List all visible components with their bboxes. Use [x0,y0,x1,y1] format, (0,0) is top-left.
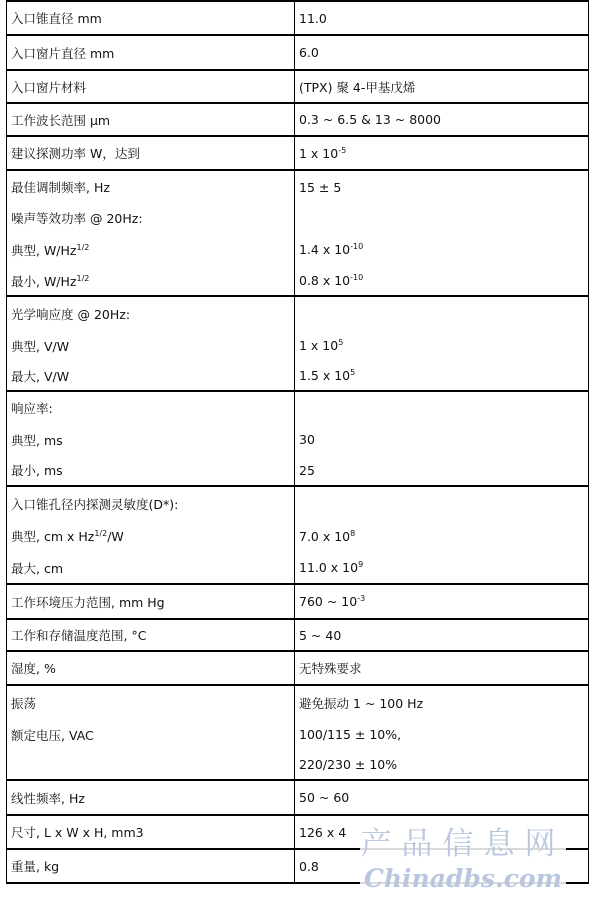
param-value: 1.4 x 10 [299,242,351,257]
table-row [7,750,589,780]
param-value: 0.8 x 10 [299,273,351,288]
param-value-cell [295,651,589,685]
param-name: 最佳调制频率, Hz [11,180,110,195]
param-name: 最小, W/Hz [11,273,77,289]
param-value: 0.3 ~ 6.5 & 13 ~ 8000 [299,112,442,127]
param-value: 11.0 [299,10,327,26]
param-name-exponent: 1/2 [94,529,108,538]
param-name-unit-tail: /W [107,529,124,544]
param-name: 最大, V/W [11,368,70,384]
table-row [7,424,589,455]
table-row [7,203,589,233]
param-name-cell [7,35,295,70]
param-name: 建议探测功率 W，达到 [11,146,140,161]
table-row [7,233,589,266]
param-value-cell [295,70,589,103]
table-row [7,552,589,584]
param-name-cell [7,486,295,520]
param-name-cell [7,136,295,170]
param-name: 工作环境压力范围, mm Hg [11,594,165,610]
param-name: 湿度, % [11,661,56,676]
param-name-cell [7,815,295,849]
table-row [7,780,589,815]
param-value-cell [295,330,589,361]
param-value-cell [295,203,589,233]
table-row [7,584,589,619]
table-row [7,103,589,136]
param-value: 50 ~ 60 [299,790,350,805]
param-name-cell [7,455,295,486]
param-name: 额定电压, VAC [11,727,94,743]
param-value-exponent: -5 [338,145,347,155]
param-value-cell [295,424,589,455]
param-value-cell [295,520,589,552]
param-value-exponent: -3 [357,594,366,603]
table-row [7,619,589,651]
param-value-cell [295,750,589,780]
param-value: (TPX) 聚 4-甲基戊烯 [299,79,416,95]
param-value: 避免振动 1 ~ 100 Hz [299,695,424,711]
table-row [7,486,589,520]
param-value-exponent: 5 [350,368,356,377]
param-name: 振荡 [11,695,37,711]
param-name-cell [7,361,295,391]
table-row [7,455,589,486]
param-value: 1.5 x 10 [299,368,351,383]
param-value-cell [295,455,589,486]
table-row [7,330,589,361]
param-name-exponent: 1/2 [76,273,90,283]
param-value-cell [295,719,589,750]
param-name-cell [7,391,295,424]
param-name-cell [7,266,295,296]
param-name: 尺寸, L x W x H, mm3 [11,825,144,840]
param-value: 126 x 4 [299,824,347,840]
param-value: 1 x 10 [299,338,339,353]
param-name-cell [7,233,295,266]
param-name: 入口窗片材料 [11,79,87,95]
param-name: 入口窗片直径 mm [11,45,115,61]
param-value-exponent: 8 [350,528,356,538]
param-value-cell [295,296,589,330]
param-name: 线性频率, Hz [11,790,85,806]
param-name-cell [7,103,295,136]
watermark [360,824,566,894]
param-value: 15 ± 5 [299,179,342,195]
param-name-cell [7,70,295,103]
table-row [7,136,589,170]
table-row [7,719,589,750]
param-name-cell [7,520,295,552]
param-name: 噪声等效功率 @ 20Hz: [11,211,143,226]
table-row [7,391,589,424]
param-value-cell [295,486,589,520]
param-name: 典型, W/Hz [11,242,77,258]
param-name-cell [7,619,295,651]
param-name-cell [7,849,295,883]
param-value-cell [295,780,589,815]
param-value: 30 [299,432,315,447]
param-name: 入口锥孔径内探测灵敏度(D*): [11,496,179,512]
param-value-cell [295,136,589,170]
param-value-cell [295,103,589,136]
param-value: 11.0 x 10 [299,560,359,575]
param-value-cell [295,552,589,584]
param-value-cell [295,233,589,266]
watermark-text-zh: 产品信息网 [360,826,566,862]
param-value: 7.0 x 10 [299,528,351,544]
param-value-cell [295,685,589,719]
param-value: 1 x 10 [299,145,339,161]
spec-table-body [7,1,589,883]
param-value-exponent: -10 [350,242,364,251]
param-value-cell [295,35,589,70]
param-name-cell [7,685,295,719]
param-value-exponent: 5 [338,338,344,347]
param-name-cell [7,780,295,815]
param-name: 工作波长范围 μm [11,112,111,128]
table-row [7,1,589,35]
param-name-cell [7,719,295,750]
param-name-cell [7,750,295,780]
table-row [7,685,589,719]
param-value-cell [295,391,589,424]
param-value-exponent: 9 [358,560,364,569]
table-row [7,170,589,203]
param-name-cell [7,330,295,361]
param-name-exponent: 1/2 [76,242,90,252]
table-row [7,520,589,552]
param-value-cell [295,266,589,296]
param-name: 最小, ms [11,463,63,478]
param-value: 25 [299,462,315,478]
param-name: 典型, V/W [11,338,70,354]
param-name: 光学响应度 @ 20Hz: [11,306,131,322]
param-name: 典型, ms [11,432,63,448]
param-value-cell [295,361,589,391]
param-name: 重量, kg [11,859,60,874]
table-row [7,296,589,330]
param-value: 0.8 [299,858,319,874]
table-row [7,266,589,296]
param-name-cell [7,651,295,685]
param-value: 6.0 [299,45,319,60]
param-name-cell [7,424,295,455]
param-name: 工作和存储温度范围, °C [11,628,147,643]
param-value-exponent: -10 [350,273,364,282]
param-value: 无特殊要求 [299,661,362,676]
param-name-cell [7,296,295,330]
param-value: 760 ~ 10 [299,594,358,609]
param-value-cell [295,1,589,35]
watermark-text-en: Chinadbs.com [363,864,563,893]
param-name-cell [7,170,295,203]
table-row [7,35,589,70]
param-name-cell [7,1,295,35]
table-row [7,70,589,103]
param-name: 最大, cm [11,560,63,576]
param-name-cell [7,584,295,619]
param-name: 入口锥直径 mm [11,11,102,26]
param-name-cell [7,203,295,233]
param-value-cell [295,619,589,651]
param-name-cell [7,552,295,584]
spec-table [6,0,589,884]
param-value-cell [295,584,589,619]
table-row [7,361,589,391]
table-row [7,651,589,685]
param-value: 5 ~ 40 [299,627,342,643]
param-value: 100/115 ± 10%, [299,727,402,742]
param-value: 220/230 ± 10% [299,757,398,772]
param-value-cell [295,170,589,203]
param-name: 典型, cm x Hz [11,529,95,544]
param-name: 响应率: [11,401,53,416]
